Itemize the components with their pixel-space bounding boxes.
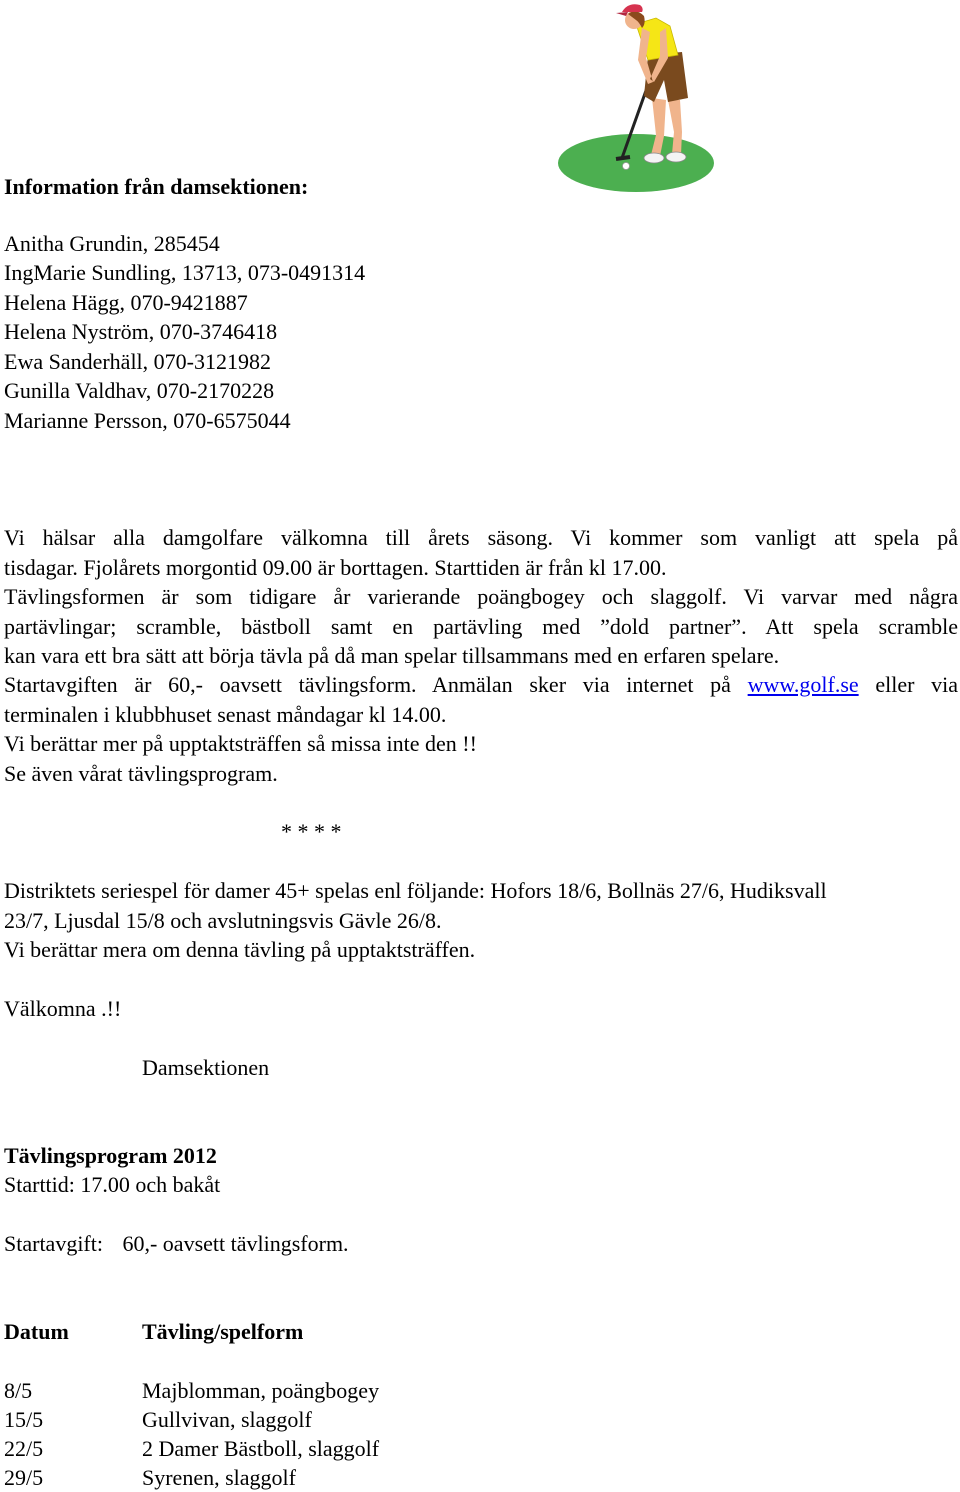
contact-item: Helena Nyström, 070-3746418 xyxy=(4,319,278,344)
golf-ball xyxy=(623,163,630,170)
cap xyxy=(622,4,643,12)
closing-welcome: Välkomna .!! xyxy=(4,996,122,1021)
contact-item: IngMarie Sundling, 13713, 073-0491314 xyxy=(4,260,366,285)
welcome-line: tisdagar. Fjolårets morgontid 09.00 är borttagen. Starttiden är från kl 17.00. xyxy=(4,555,667,580)
page-title: Information från damsektionen: xyxy=(4,174,309,199)
shoe-right xyxy=(666,152,686,162)
program-title: Tävlingsprogram 2012 xyxy=(4,1143,217,1168)
golf-se-link[interactable]: www.golf.se xyxy=(747,672,859,697)
welcome-line: Vi hälsar alla damgolfare välkomna till årets säsong. Vi kommer som vanligt att spela på xyxy=(4,525,958,550)
welcome-line: partävlingar; scramble, bästboll samt en partävling med ”dold partner”. Att spela scramble xyxy=(4,614,958,639)
contact-item: Gunilla Valdhav, 070-2170228 xyxy=(4,378,275,403)
column-header-event: Tävling/spelform xyxy=(142,1319,304,1344)
welcome-line: Tävlingsformen är som tidigare år varierande poängbogey och slaggolf. Vi varvar med några xyxy=(4,584,958,609)
fee-label: Startavgift: xyxy=(4,1231,103,1256)
column-header-date: Datum xyxy=(4,1319,69,1344)
table-row-event: Gullvivan, slaggolf xyxy=(142,1407,312,1432)
contact-item: Helena Hägg, 070-9421887 xyxy=(4,290,248,315)
fee-value: 60,- oavsett tävlingsform. xyxy=(122,1231,349,1256)
district-line: Distriktets seriespel för damer 45+ spelas enl följande: Hofors 18/6, Bollnäs 27/6, Hudiksvall xyxy=(4,878,827,903)
table-row-date: 8/5 xyxy=(4,1378,33,1403)
welcome-line: terminalen i klubbhuset senast måndagar kl 14.00. xyxy=(4,702,447,727)
putting-green xyxy=(558,134,714,192)
table-row-date: 15/5 xyxy=(4,1407,44,1432)
welcome-line: Se även vårat tävlingsprogram. xyxy=(4,761,278,786)
section-separator: * * * * xyxy=(281,819,342,844)
program-fee xyxy=(4,1229,349,1258)
welcome-line xyxy=(4,670,958,699)
table-row-event: Majblomman, poängbogey xyxy=(142,1378,380,1403)
contact-item: Marianne Persson, 070-6575044 xyxy=(4,408,291,433)
district-line: 23/7, Ljusdal 15/8 och avslutningsvis Gävle 26/8. xyxy=(4,908,442,933)
table-row-date: 22/5 xyxy=(4,1436,44,1461)
cap-brim xyxy=(616,12,628,16)
welcome-line: Vi berättar mer på upptaktsträffen så missa inte den !! xyxy=(4,731,477,756)
contact-item: Anitha Grundin, 285454 xyxy=(4,231,220,256)
contact-item: Ewa Sanderhäll, 070-3121982 xyxy=(4,349,271,374)
signature: Damsektionen xyxy=(142,1055,270,1080)
shoe-left xyxy=(644,153,664,163)
welcome-line: kan vara ett bra sätt att börja tävla på då man spelar tillsammans med en erfaren spelare. xyxy=(4,643,780,668)
table-row-date: 29/5 xyxy=(4,1465,44,1490)
golfer-illustration xyxy=(556,0,716,200)
table-row-event: Syrenen, slaggolf xyxy=(142,1465,296,1490)
welcome-line-text: eller via xyxy=(858,672,958,697)
program-start-time: Starttid: 17.00 och bakåt xyxy=(4,1172,221,1197)
welcome-line-text: Startavgiften är 60,- oavsett tävlingsform. Anmälan sker via internet på xyxy=(4,672,748,697)
putter-head xyxy=(616,157,630,159)
table-row-event: 2 Damer Bästboll, slaggolf xyxy=(142,1436,380,1461)
district-line: Vi berättar mera om denna tävling på upptaktsträffen. xyxy=(4,937,476,962)
